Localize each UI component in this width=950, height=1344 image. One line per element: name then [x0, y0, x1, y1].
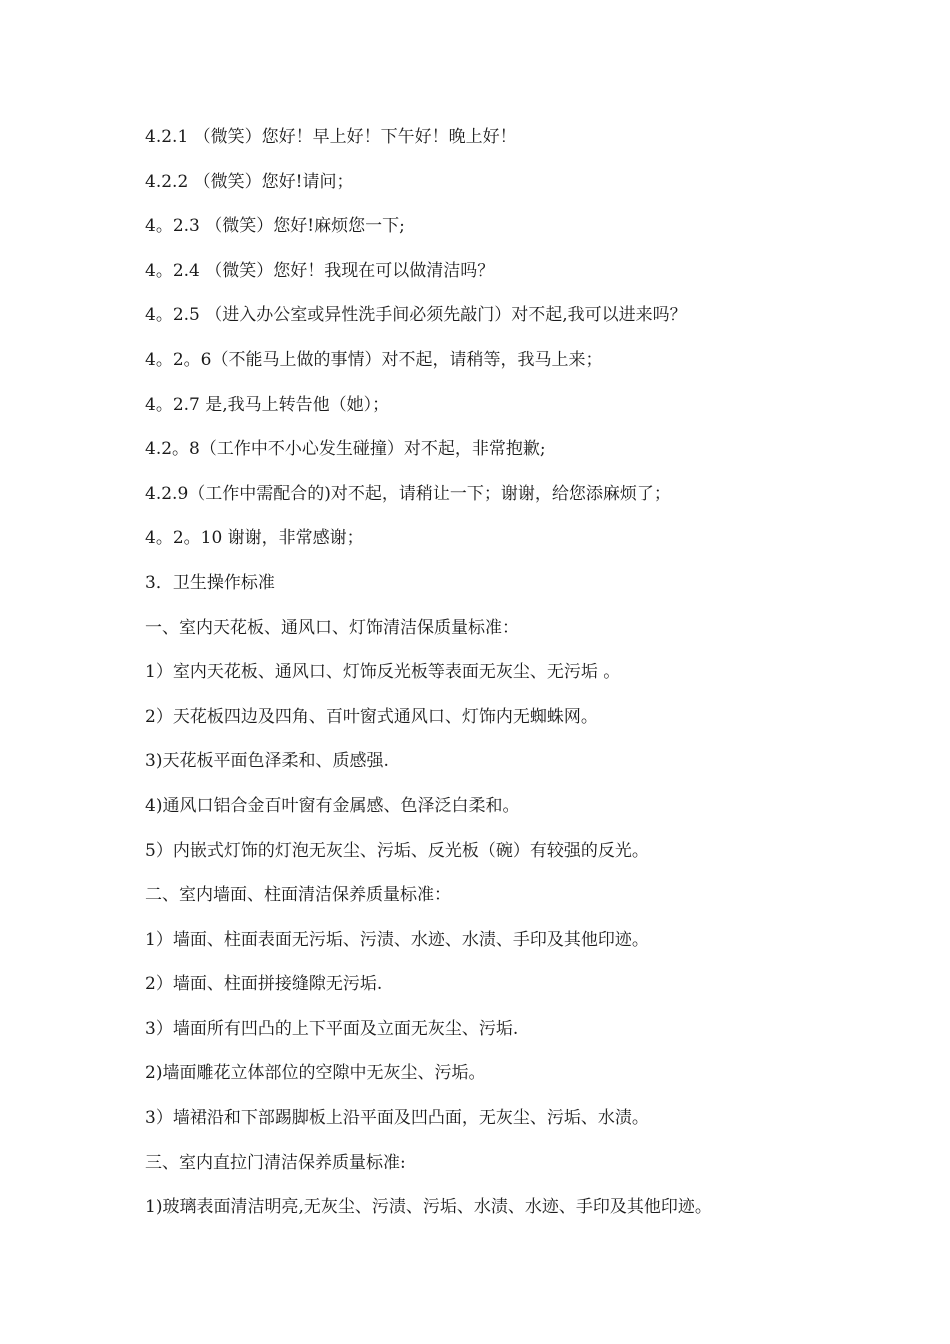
ceiling-item-1: 1）室内天花板、通风口、灯饰反光板等表面无灰尘、无污垢 。	[145, 662, 621, 683]
wall-item-5: 3）墙裙沿和下部踢脚板上沿平面及凹凸面，无灰尘、污垢、水渍。	[145, 1108, 649, 1129]
line-4-2-1: 4.2.1 （微笑）您好！早上好！下午好！晚上好！	[145, 127, 517, 147]
line-4-2-4: 4。2.4 （微笑）您好！我现在可以做清洁吗？	[145, 260, 495, 281]
line-4-2-10: 4。2。10 谢谢，非常感谢；	[145, 528, 364, 549]
section-heading-3: 3．卫生操作标准	[145, 572, 275, 593]
subsection-heading-walls: 二、室内墙面、柱面清洁保养质量标准：	[145, 885, 451, 906]
subsection-heading-doors: 三、室内直拉门清洁保养质量标准:	[145, 1152, 406, 1173]
wall-item-3: 3）墙面所有凹凸的上下平面及立面无灰尘、污垢.	[145, 1018, 519, 1039]
ceiling-item-4: 4)通风口铝合金百叶窗有金属感、色泽泛白柔和。	[145, 795, 520, 816]
door-item-1: 1)玻璃表面清洁明亮,无灰尘、污渍、污垢、水渍、水迹、手印及其他印迹。	[145, 1197, 712, 1218]
line-4-2-8: 4.2。8（工作中不小心发生碰撞）对不起，非常抱歉;	[145, 439, 546, 460]
document-body	[145, 123, 845, 1238]
line-4-2-7: 4。2.7 是,我马上转告他（她）；	[145, 394, 390, 415]
wall-item-2: 2）墙面、柱面拼接缝隙无污垢.	[145, 974, 383, 995]
ceiling-item-5: 5）内嵌式灯饰的灯泡无灰尘、污垢、反光板（碗）有较强的反光。	[145, 840, 649, 861]
line-4-2-6: 4。2。6（不能马上做的事情）对不起，请稍等，我马上来；	[145, 349, 603, 370]
ceiling-item-3: 3)天花板平面色泽柔和、质感强.	[145, 751, 389, 772]
ceiling-item-2: 2）天花板四边及四角、百叶窗式通风口、灯饰内无蜘蛛网。	[145, 706, 598, 727]
line-4-2-9: 4.2.9（工作中需配合的)对不起，请稍让一下；谢谢，给您添麻烦了；	[145, 483, 671, 504]
line-4-2-3: 4。2.3 （微笑）您好!麻烦您一下;	[145, 216, 405, 237]
line-4-2-5: 4。2.5 （进入办公室或异性洗手间必须先敲门）对不起,我可以进来吗？	[145, 305, 687, 326]
subsection-heading-ceiling: 一、室内天花板、通风口、灯饰清洁保质量标准：	[145, 617, 519, 638]
line-4-2-2: 4.2.2 （微笑）您好!请问；	[145, 171, 354, 192]
wall-item-1: 1）墙面、柱面表面无污垢、污渍、水迹、水渍、手印及其他印迹。	[145, 929, 649, 950]
wall-item-4: 2)墙面雕花立体部位的空隙中无灰尘、污垢。	[145, 1063, 486, 1084]
